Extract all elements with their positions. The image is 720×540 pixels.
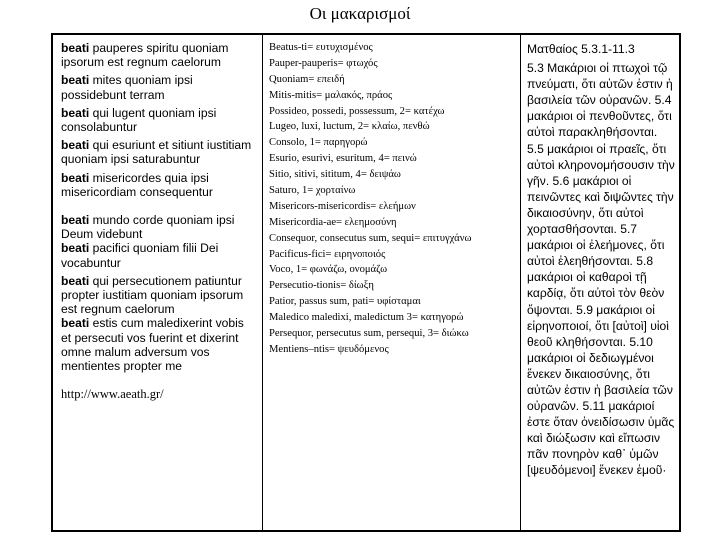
vocab-entry: Possideo, possedi, possessum, 2= κατέχω xyxy=(269,105,445,117)
vocab-entry: Quoniam= επειδή xyxy=(269,73,345,85)
vocab-entry: Persequor, persecutus sum, persequi, 3= διώκω xyxy=(269,328,469,340)
vocab-entry: Saturo, 1= χορταίνω xyxy=(269,185,356,197)
scripture-reference: Ματθαίος 5.3.1-11.3 xyxy=(527,42,635,56)
verse-lead-word: beati xyxy=(61,105,90,120)
vocab-entry: Misericors-misericordis= ελεήμων xyxy=(269,200,416,212)
verse-lead-word: beati xyxy=(61,170,90,185)
latin-verse xyxy=(61,316,256,373)
verse-text: pauperes spiritu quoniam ipsorum est regnum caelorum xyxy=(61,41,229,70)
verse-text: pacifici quoniam filii Dei vocabuntur xyxy=(61,241,219,270)
latin-verse xyxy=(61,241,256,269)
verse-text: mites quoniam ipsi possidebunt terram xyxy=(61,73,193,102)
vocab-entry: Maledico maledixi, maledictum 3= κατηγορώ xyxy=(269,312,464,324)
verse-text: qui lugent quoniam ipsi consolabuntur xyxy=(61,105,217,135)
latin-column xyxy=(53,35,263,530)
verse-lead-word: beati xyxy=(61,41,90,55)
vocab-entry: Beatus-ti= ευτυχισμένος xyxy=(269,42,373,53)
vocab-entry: Lugeo, luxi, luctum, 2= κλαίω, πενθώ xyxy=(269,121,430,133)
verse-lead-word: beati xyxy=(61,241,90,256)
vocab-entry: Sitio, sitivi, sititum, 4= δειψάω xyxy=(269,169,401,181)
verse-text: mundo corde quoniam ipsi Deum videbunt xyxy=(61,213,235,242)
latin-verse xyxy=(61,106,256,134)
latin-verse xyxy=(61,274,256,317)
vocab-entry: Persecutio-tionis= δίωξη xyxy=(269,280,374,292)
vocabulary-column xyxy=(263,35,521,530)
vocab-entry: Patior, passus sum, pati= υφίσταμαι xyxy=(269,296,421,308)
verse-text: misericordes quia ipsi misericordiam consequentur xyxy=(61,170,213,199)
latin-verse xyxy=(61,73,256,101)
beatitudes-table xyxy=(51,33,681,532)
latin-verse xyxy=(61,138,256,166)
verse-lead-word: beati xyxy=(61,138,90,153)
verse-lead-word: beati xyxy=(61,73,90,88)
verse-lead-word: beati xyxy=(61,273,90,288)
vocab-entry: Mitis-mitis= μαλακός, πράος xyxy=(269,89,393,101)
vocab-entry: Mentiens–ntis= ψευδόμενος xyxy=(269,343,389,355)
verse-lead-word: beati xyxy=(61,316,90,331)
latin-verse xyxy=(61,41,256,69)
verse-text: estis cum maledixerint vobis et persecuti vos fuerint et dixerint omne malum adversum vos mentientes propter me xyxy=(61,316,244,374)
latin-verse xyxy=(61,213,256,241)
verse-text: qui esuriunt et sitiunt iustitiam quoniam ipsi saturabuntur xyxy=(61,138,252,167)
greek-column xyxy=(521,35,681,530)
page-title: Οι μακαρισμοί xyxy=(309,4,411,23)
verse-text: qui persecutionem patiuntur propter iustitiam quoniam ipsorum est regnum caelorum xyxy=(61,273,244,317)
greek-text: 5.3 Μακάριοι οἱ πτωχοὶ τῷ πνεύματι, ὅτι αὐτῶν ἐστιν ἡ βασιλεία τῶν οὐρανῶν. 5.4 μακάριοι οἱ πενθοῦντες, ὅτι αὐτοὶ παρακληθήσονται. 5.5 μακάριοι οἱ πραεῖς, ὅτι αὐτοὶ κληρονομήσουσιν τὴν γῆν. 5.6 μακάριοι οἱ πεινῶντες καὶ διψῶντες τὴν δικαιοσύνην, ὅτι αὐτοὶ χορτασθήσονται. 5.7 μακάριοι οἱ ἐλεήμονες, ὅτι αὐτοὶ ἐλεηθήσονται. 5.8 μακάριοι οἱ καθαροὶ τῇ καρδίᾳ, ὅτι αὐτοὶ τὸν θεὸν ὄψονται. 5.9 μακάριοι οἱ εἰρηνοποιοί, ὅτι [αὐτοὶ] υἱοὶ θεοῦ κληθήσονται. 5.10 μακάριοι οἱ δεδιωγμένοι ἕνεκεν δικαιοσύνης, ὅτι αὐτῶν ἐστιν ἡ βασιλεία τῶν οὐρανῶν. 5.11 μακάριοί ἐστε ὅταν ὀνειδίσωσιν ὑμᾶς καὶ διώξωσιν καὶ εἴπωσιν πᾶν πονηρὸν καθ᾽ ὑμῶν [ψευδόμενοι] ἕνεκεν ἐμοῦ· xyxy=(527,61,675,478)
vocab-entry: Pauper-pauperis= φτωχός xyxy=(269,57,378,69)
vocab-entry: Esurio, esurivi, esuritum, 4= πεινώ xyxy=(269,153,417,165)
vocab-entry: Consequor, consecutus sum, sequi= επιτυγχάνω xyxy=(269,232,472,244)
verse-lead-word: beati xyxy=(61,213,90,228)
vocab-entry: Misericordia-ae= ελεημοσύνη xyxy=(269,216,397,228)
vocab-entry: Consolo, 1= παρηγορώ xyxy=(269,137,368,149)
source-link[interactable]: http://www.aeath.gr/ xyxy=(61,387,164,402)
vocab-entry: Pacificus-fici= ειρηνοποιός xyxy=(269,248,386,260)
latin-verse xyxy=(61,171,256,199)
vocab-entry: Voco, 1= φωνάζω, ονομάζω xyxy=(269,264,388,276)
